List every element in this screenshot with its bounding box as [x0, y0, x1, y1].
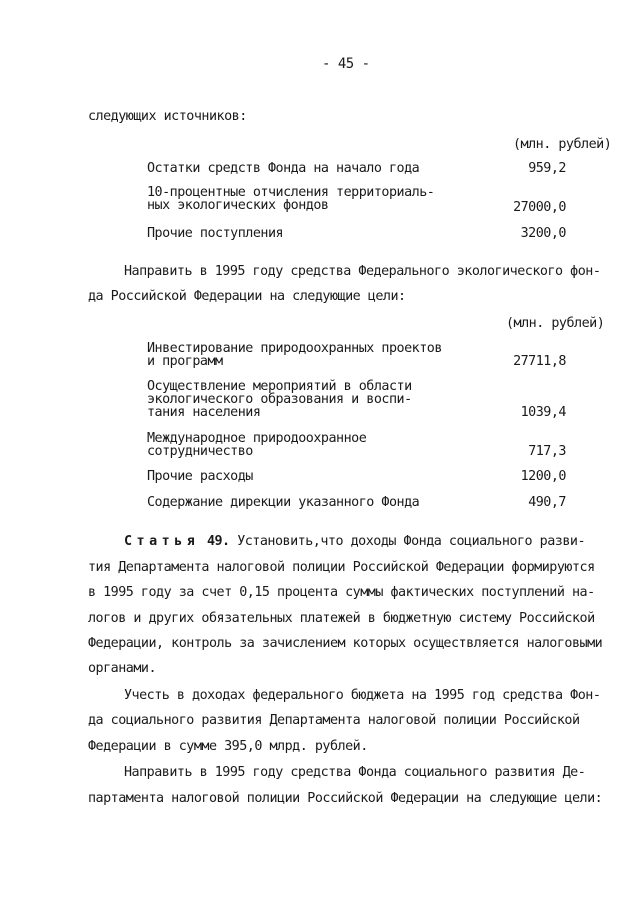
use-label: Прочие расходы [147, 469, 253, 484]
source-label: ных экологических фондов [147, 198, 329, 213]
use-label: Инвестирование природоохранных проектов [147, 341, 442, 356]
article-heading [124, 535, 585, 549]
use-label: сотрудничество [147, 444, 253, 459]
page-number: - 45 - [322, 56, 370, 72]
paragraph-line: Федерации в сумме 395,0 млрд. рублей. [88, 739, 368, 754]
article-number: 49. [206, 534, 230, 549]
use-label: Международное природоохранное [147, 431, 367, 446]
use-value: 27711,8 [513, 354, 566, 369]
source-label: 10-процентные отчисления территориаль- [147, 185, 435, 200]
use-label: Содержание дирекции указанного Фонда [147, 495, 420, 510]
unit-label-sources: (млн. рублей) [513, 137, 612, 152]
unit-label-uses: (млн. рублей) [506, 316, 605, 331]
use-label: и программ [147, 354, 223, 369]
use-value: 1039,4 [520, 405, 566, 420]
use-value: 490,7 [528, 495, 566, 510]
paragraph-line: Направить в 1995 году средства Фонда социального развития Де- [124, 765, 586, 780]
use-value: 717,3 [528, 444, 566, 459]
article-line: органами. [88, 661, 157, 676]
article-line: Федерации, контроль за зачислением которых осуществляется налоговыми [88, 636, 603, 651]
paragraph-line: Направить в 1995 году средства Федерального экологического фон- [124, 264, 601, 279]
intro-line: следующих источников: [88, 109, 247, 124]
source-value: 27000,0 [513, 200, 566, 215]
paragraph-line: да Российской Федерации на следующие цели: [88, 289, 406, 304]
use-label: тания населения [147, 405, 261, 420]
paragraph-line: да социального развития Департамента налоговой полиции Российской [88, 713, 580, 728]
article-text: Установить,что доходы Фонда социального разви- [237, 534, 586, 549]
article-line: логов и других обязательных платежей в бюджетную систему Российской [88, 611, 595, 626]
use-value: 1200,0 [520, 469, 566, 484]
source-label: Остатки средств Фонда на начало года [147, 161, 420, 176]
source-value: 3200,0 [520, 226, 566, 241]
article-word: Статья [124, 534, 200, 549]
paragraph-line: Учесть в доходах федерального бюджета на 1995 год средства Фон- [124, 688, 601, 703]
source-value: 959,2 [528, 161, 566, 176]
source-label: Прочие поступления [147, 226, 284, 241]
use-label: Осуществление мероприятий в области [147, 379, 412, 394]
article-line: в 1995 году за счет 0,15 процента суммы фактических поступлений на- [88, 585, 595, 600]
use-label: экологического образования и воспи- [147, 392, 412, 407]
article-line: тия Департамента налоговой полиции Российской Федерации формируются [88, 560, 595, 575]
paragraph-line: партамента налоговой полиции Российской Федерации на следующие цели: [88, 791, 603, 806]
